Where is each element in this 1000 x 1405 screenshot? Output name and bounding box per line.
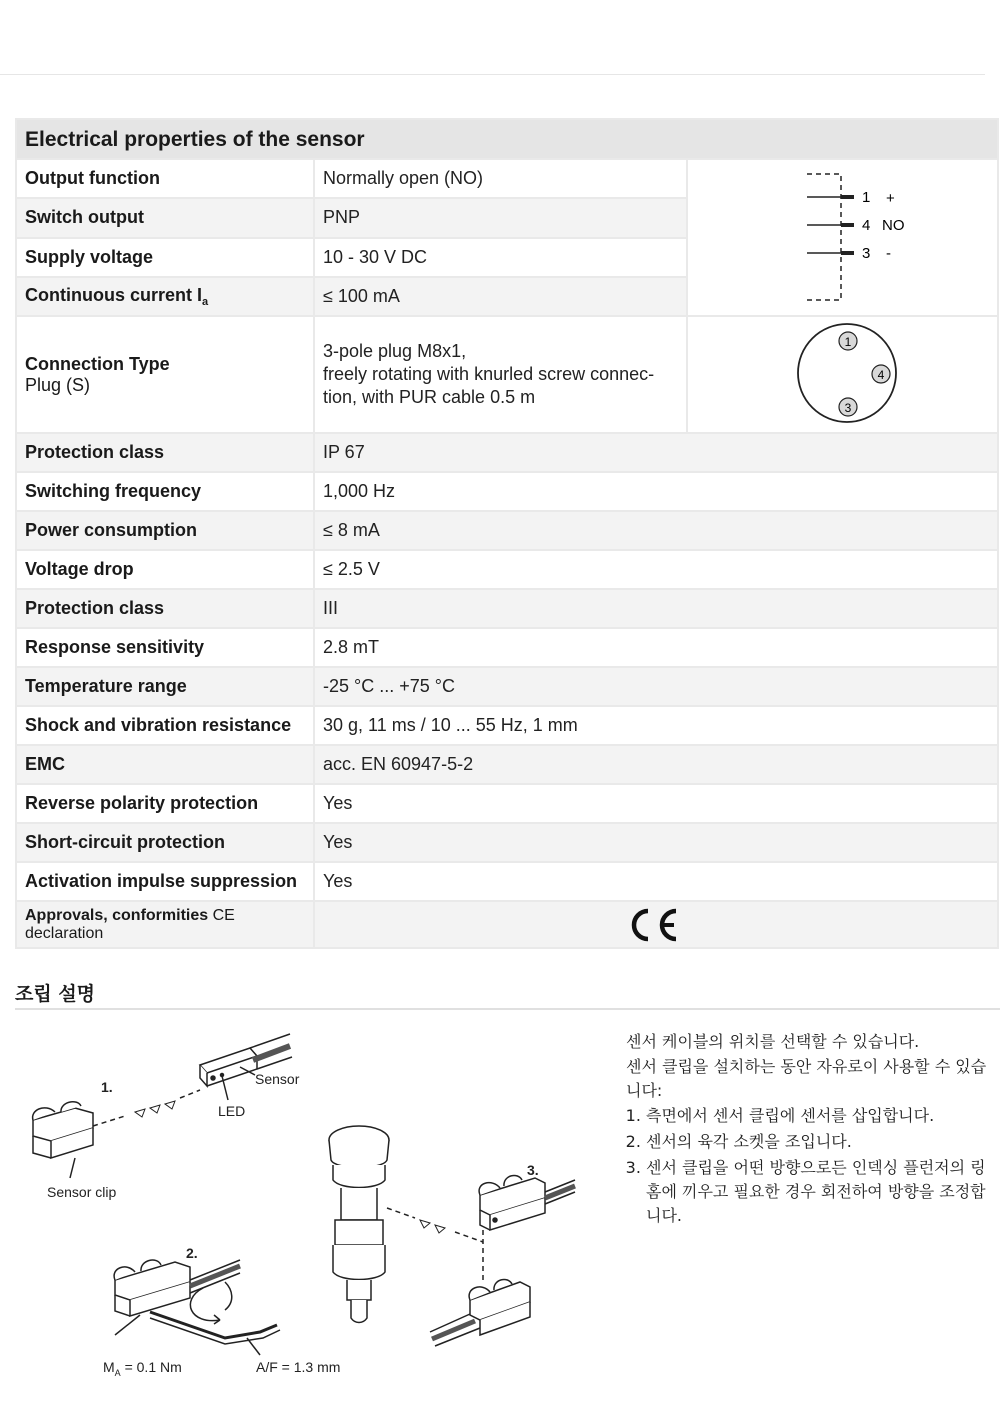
electrical-properties-table bbox=[15, 118, 999, 949]
list-item: 3. 센서 클립을 어떤 방향으로든 인덱싱 플런저의 링 홈에 끼우고 필요한 경우 회전하여 방향을 조정합니다. bbox=[646, 1156, 991, 1228]
row-value: 1,000 Hz bbox=[314, 472, 998, 511]
wiring-diagram-cell bbox=[687, 159, 998, 316]
led-label: LED bbox=[218, 1103, 246, 1119]
pin-signal: - bbox=[885, 245, 891, 262]
row-label: Supply voltage bbox=[16, 238, 314, 277]
row-value: -25 °C ... +75 °C bbox=[314, 667, 998, 706]
assembly-instructions bbox=[626, 1030, 991, 1230]
plug-pin-label: 4 bbox=[877, 368, 884, 382]
table-header-row bbox=[16, 119, 998, 159]
row-label: Voltage drop bbox=[16, 550, 314, 589]
row-value: acc. EN 60947-5-2 bbox=[314, 745, 998, 784]
row-label: Response sensitivity bbox=[16, 628, 314, 667]
table-row bbox=[16, 862, 998, 901]
pin-signal: NO bbox=[881, 217, 904, 234]
row-label: Temperature range bbox=[16, 667, 314, 706]
table-row bbox=[16, 667, 998, 706]
row-label: Protection class bbox=[16, 589, 314, 628]
ce-mark-icon bbox=[626, 905, 686, 945]
pin-signal: + bbox=[885, 190, 895, 207]
table-row bbox=[16, 784, 998, 823]
step-number: 2. bbox=[186, 1245, 198, 1261]
row-label: Switching frequency bbox=[16, 472, 314, 511]
plug-pinout-diagram bbox=[693, 317, 993, 427]
steps-list bbox=[626, 1104, 991, 1228]
assembly-illustration bbox=[15, 1020, 595, 1385]
step-number: 3. bbox=[527, 1162, 539, 1178]
row-value: 10 - 30 V DC bbox=[314, 238, 687, 277]
list-item: 1. 측면에서 센서 클립에 센서를 삽입합니다. bbox=[646, 1104, 991, 1128]
row-value: Normally open (NO) bbox=[314, 159, 687, 198]
sensor-clip-label: Sensor clip bbox=[47, 1184, 117, 1200]
row-value: ≤ 8 mA bbox=[314, 511, 998, 550]
ce-mark-cell bbox=[314, 901, 998, 948]
assembly-title: 조립 설명 bbox=[15, 983, 96, 1005]
row-value: ≤ 2.5 V bbox=[314, 550, 998, 589]
section-divider bbox=[15, 1008, 1000, 1010]
table-row bbox=[16, 901, 998, 948]
table-row bbox=[16, 589, 998, 628]
row-label: Connection Type Plug (S) bbox=[16, 316, 314, 433]
list-item: 2. 센서의 육각 소켓을 조입니다. bbox=[646, 1130, 991, 1154]
row-label: EMC bbox=[16, 745, 314, 784]
pin-number: 4 bbox=[861, 217, 870, 234]
row-label: Switch output bbox=[16, 198, 314, 237]
step-number: 1. bbox=[101, 1079, 113, 1095]
row-value: Yes bbox=[314, 784, 998, 823]
table-title: Electrical properties of the sensor bbox=[16, 119, 998, 159]
wiring-diagram bbox=[693, 160, 993, 310]
plug-pin-label: 1 bbox=[844, 335, 851, 349]
pin-number: 1 bbox=[861, 189, 870, 206]
pin-number: 3 bbox=[861, 245, 870, 262]
table-row bbox=[16, 472, 998, 511]
row-value: Yes bbox=[314, 823, 998, 862]
row-label: Shock and vibration resistance bbox=[16, 706, 314, 745]
plug-diagram-cell bbox=[687, 316, 998, 433]
row-label: Protection class bbox=[16, 433, 314, 472]
row-value: 2.8 mT bbox=[314, 628, 998, 667]
table-row-connection bbox=[16, 316, 998, 433]
table-row bbox=[16, 628, 998, 667]
top-divider bbox=[0, 74, 985, 75]
table-row bbox=[16, 159, 998, 198]
row-label: Reverse polarity protection bbox=[16, 784, 314, 823]
intro-text: 센서 클립을 설치하는 동안 자유로이 사용할 수 있습니다: bbox=[626, 1057, 987, 1100]
row-label: Short-circuit protection bbox=[16, 823, 314, 862]
sensor-label: Sensor bbox=[255, 1071, 300, 1087]
table-row bbox=[16, 823, 998, 862]
table-row bbox=[16, 706, 998, 745]
row-value: 30 g, 11 ms / 10 ... 55 Hz, 1 mm bbox=[314, 706, 998, 745]
af-label: A/F = 1.3 mm bbox=[256, 1359, 341, 1375]
row-label: Approvals, conformities CE declaration bbox=[16, 901, 314, 948]
row-label: Activation impulse suppression bbox=[16, 862, 314, 901]
row-value: Yes bbox=[314, 862, 998, 901]
row-value: ≤ 100 mA bbox=[314, 277, 687, 316]
row-value: 3-pole plug M8x1, freely rotating with knurled screw connec- tion, with PUR cable 0.5 m bbox=[314, 316, 687, 433]
table-row bbox=[16, 433, 998, 472]
row-value: IP 67 bbox=[314, 433, 998, 472]
torque-label: $M_A = 0.1$ Nm bbox=[103, 1359, 182, 1378]
plug-pin-label: 3 bbox=[844, 401, 851, 415]
table-row bbox=[16, 511, 998, 550]
row-label: Output function bbox=[16, 159, 314, 198]
intro-text: 센서 케이블의 위치를 선택할 수 있습니다. bbox=[626, 1032, 920, 1051]
table-row bbox=[16, 745, 998, 784]
row-label: Power consumption bbox=[16, 511, 314, 550]
row-label: Continuous current $I_a$ bbox=[16, 277, 314, 316]
row-value: PNP bbox=[314, 198, 687, 237]
row-value: III bbox=[314, 589, 998, 628]
table-row bbox=[16, 550, 998, 589]
